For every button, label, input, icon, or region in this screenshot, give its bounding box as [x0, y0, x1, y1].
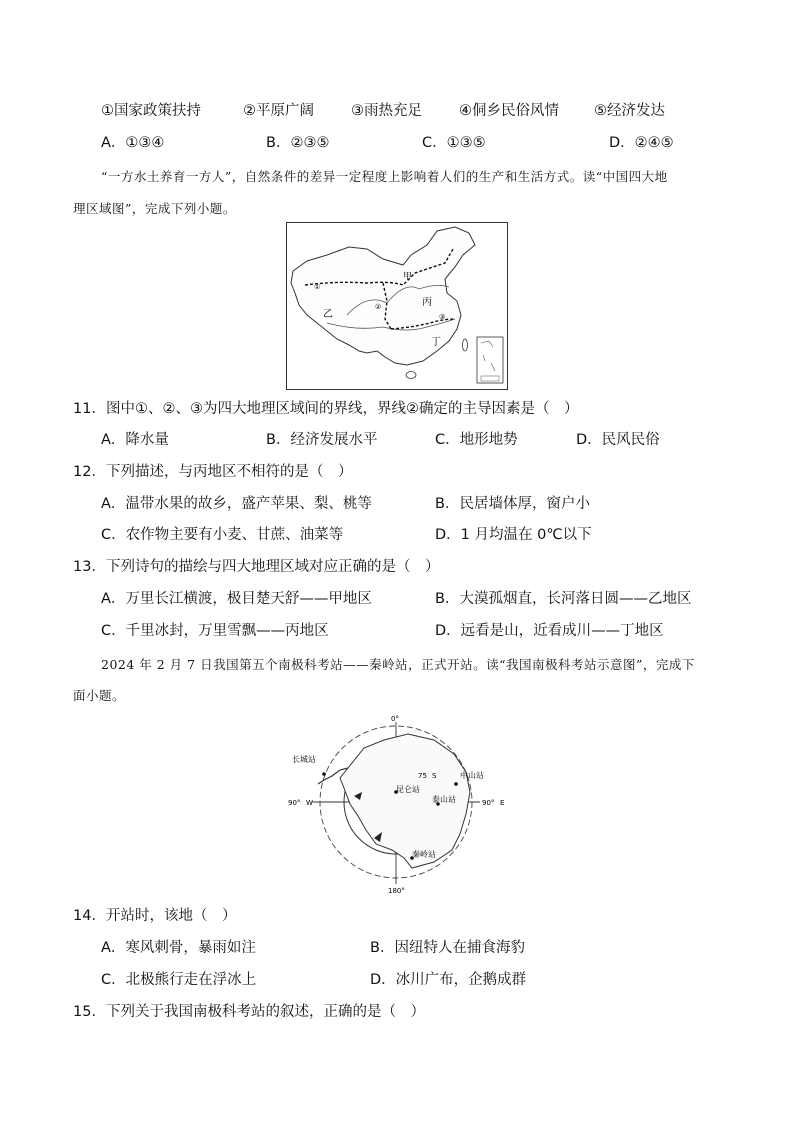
hainan-island	[406, 372, 416, 379]
label-90-east: 90°	[482, 799, 495, 807]
q12-option-a[interactable]: A．温带水果的故乡，盛产苹果、梨、桃等	[101, 496, 372, 512]
q14-option-a[interactable]: A．寒风刺骨，暴雨如注	[101, 940, 256, 956]
intro-paragraph-2-line-1: 2024 年 2 月 7 日我国第五个南极科考站——秦岭站，正式开站。读“我国南极科考站示意图”，完成下	[101, 657, 695, 672]
label-0-degree: 0°	[391, 715, 399, 723]
q14-option-c[interactable]: C．北极熊行走在浮冰上	[101, 972, 257, 988]
boundary-label-2: ②	[375, 303, 382, 311]
label-changcheng-station: 长城站	[292, 755, 316, 764]
intro-paragraph-2-line-2: 面小题。	[73, 688, 126, 703]
q13-option-d[interactable]: D．远看是山，近看成川——丁地区	[435, 623, 664, 639]
boundary-label-3: ③	[439, 313, 446, 321]
label-latitude-75: 75	[418, 772, 427, 780]
q13-option-c[interactable]: C．千里冰封，万里雪飘——丙地区	[101, 623, 329, 639]
q13-stem: 13．下列诗句的描绘与四大地理区域对应正确的是（ ）	[73, 559, 440, 575]
label-taishan-station: 泰山站	[432, 795, 456, 804]
intro-paragraph-1-line-1: “一方水土养育一方人”，自然条件的差异一定程度上影响着人们的生产和生活方式。读“中国四大地	[101, 169, 668, 184]
china-regions-map	[286, 222, 508, 390]
region-label-bing: 丙	[422, 297, 432, 308]
intro-paragraph-1-line-2: 理区域图”，完成下列小题。	[73, 201, 236, 216]
china-outline	[291, 227, 475, 365]
q12-option-b[interactable]: B．民居墙体厚，窗户小	[435, 496, 590, 512]
q14-stem: 14．开站时，该地（ ）	[73, 908, 237, 924]
region-label-ding: 丁	[431, 337, 441, 348]
q10-item-2: ②平原广阔	[243, 103, 314, 119]
label-e: E	[500, 799, 505, 807]
q11-option-a[interactable]: A．降水量	[101, 432, 169, 448]
q10-item-1: ①国家政策扶持	[101, 103, 201, 119]
q12-option-d[interactable]: D．1 月均温在 0℃以下	[435, 527, 592, 543]
label-w: W	[306, 799, 313, 807]
label-zhongshan-station: 中山站	[460, 771, 484, 780]
q11-option-d[interactable]: D．民风民俗	[576, 432, 660, 448]
taiwan-island	[463, 339, 468, 351]
antarctic-stations-map	[284, 712, 514, 896]
q13-option-b[interactable]: B．大漠孤烟直，长河落日圆——乙地区	[435, 591, 692, 607]
q15-stem: 15．下列关于我国南极科考站的叙述，正确的是（ ）	[73, 1004, 425, 1020]
boundary-label-1: ①	[314, 283, 321, 291]
label-kunlun-station: 昆仑站	[396, 785, 420, 794]
label-90-west: 90°	[288, 799, 301, 807]
q11-stem: 11．图中①、②、③为四大地理区域间的界线，界线②确定的主导因素是（ ）	[73, 401, 579, 417]
q12-option-c[interactable]: C．农作物主要有小麦、甘蔗、油菜等	[101, 527, 344, 543]
region-label-yi: 乙	[323, 309, 333, 320]
station-marker-changcheng	[322, 772, 326, 776]
q10-item-5: ⑤经济发达	[594, 103, 665, 119]
q13-option-a[interactable]: A．万里长江横渡，极目楚天舒——甲地区	[101, 591, 372, 607]
label-qinling-station: 秦岭站	[412, 850, 436, 859]
region-label-jia: 甲	[403, 272, 413, 282]
q12-stem: 12．下列描述，与丙地区不相符的是（ ）	[73, 464, 353, 480]
q14-option-b[interactable]: B．因纽特人在捕食海豹	[370, 940, 525, 956]
label-s: S	[432, 772, 437, 780]
label-180-degree: 180°	[388, 887, 405, 895]
q10-item-3: ③雨热充足	[351, 103, 422, 119]
station-marker-zhongshan	[454, 782, 458, 786]
q10-option-d[interactable]: D．②④⑤	[609, 135, 674, 151]
q11-option-c[interactable]: C．地形地势	[435, 432, 518, 448]
q11-option-b[interactable]: B．经济发展水平	[266, 432, 378, 448]
q10-item-4: ④侗乡民俗风情	[459, 103, 559, 119]
q10-option-c[interactable]: C．①③⑤	[422, 135, 486, 151]
q10-option-b[interactable]: B．②③⑤	[266, 135, 330, 151]
q14-option-d[interactable]: D．冰川广布，企鹅成群	[370, 972, 527, 988]
q10-option-a[interactable]: A．①③④	[101, 135, 165, 151]
